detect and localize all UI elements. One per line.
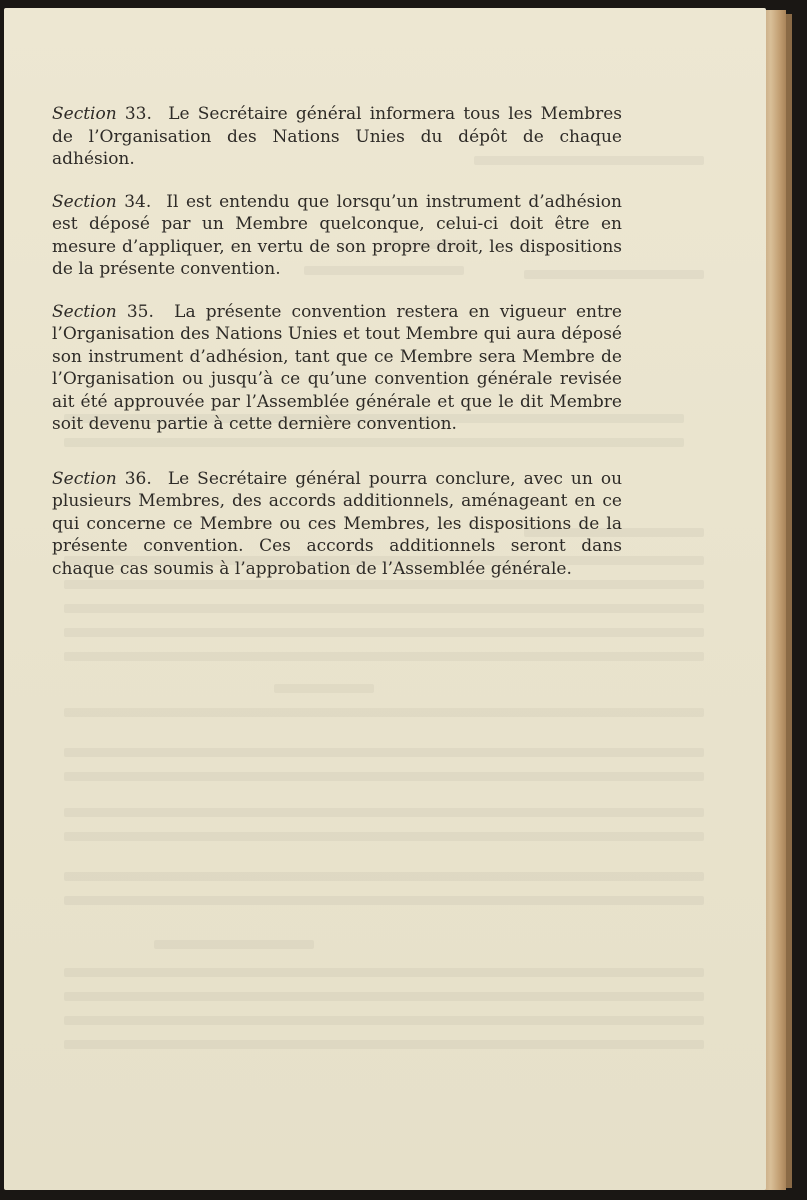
- section-35-paragraph: [52, 301, 622, 436]
- section-34-paragraph: [52, 191, 622, 281]
- section-number: 33.: [124, 104, 152, 124]
- section-33-paragraph: [52, 103, 622, 171]
- paper-edge-shadow: [786, 14, 792, 1188]
- section-label: Section: [52, 104, 117, 124]
- document-body: [52, 103, 622, 580]
- paper-sheet: [4, 8, 766, 1190]
- section-number: 34.: [124, 191, 152, 212]
- section-text: La présente convention restera en vigueur entre l’Organisation des Nations Unies et tout Membre qui aura déposé son instrument d’adhésion, tant que ce Membre sera Membre de l’Organisation ou jusqu’à ce qu’une convention générale revisée ait été approuvée par l’Assemblée générale et que le dit Membre soit devenu partie à cette dernière convention.: [52, 301, 622, 434]
- section-text: Le Secrétaire général pourra conclure, avec un ou plusieurs Membres, des accords additionnels, aménageant en ce qui concerne ce Membre ou ces Membres, les dispositions de la présente convention. Ces accords additionnels seront dans chaque cas soumis à l’approbation de l’Assemblée générale.: [52, 468, 623, 579]
- section-number: 35.: [126, 301, 154, 322]
- section-number: 36.: [124, 468, 152, 489]
- section-label: Section: [52, 191, 117, 212]
- section-label: Section: [52, 301, 117, 322]
- section-text: Le Secrétaire général informera tous les Membres de l’Organisation des Nations Unies du dépôt de chaque adhésion.: [52, 104, 623, 169]
- section-label: Section: [52, 468, 117, 489]
- paper-edge: [764, 10, 786, 1190]
- section-36-paragraph: [52, 468, 622, 581]
- section-text: Il est entendu que lorsqu’un instrument d’adhésion est déposé par un Membre quelconque, celui-ci doit être en mesure d’appliquer, en vertu de son propre droit, les dispositions de la présente convention.: [52, 191, 622, 279]
